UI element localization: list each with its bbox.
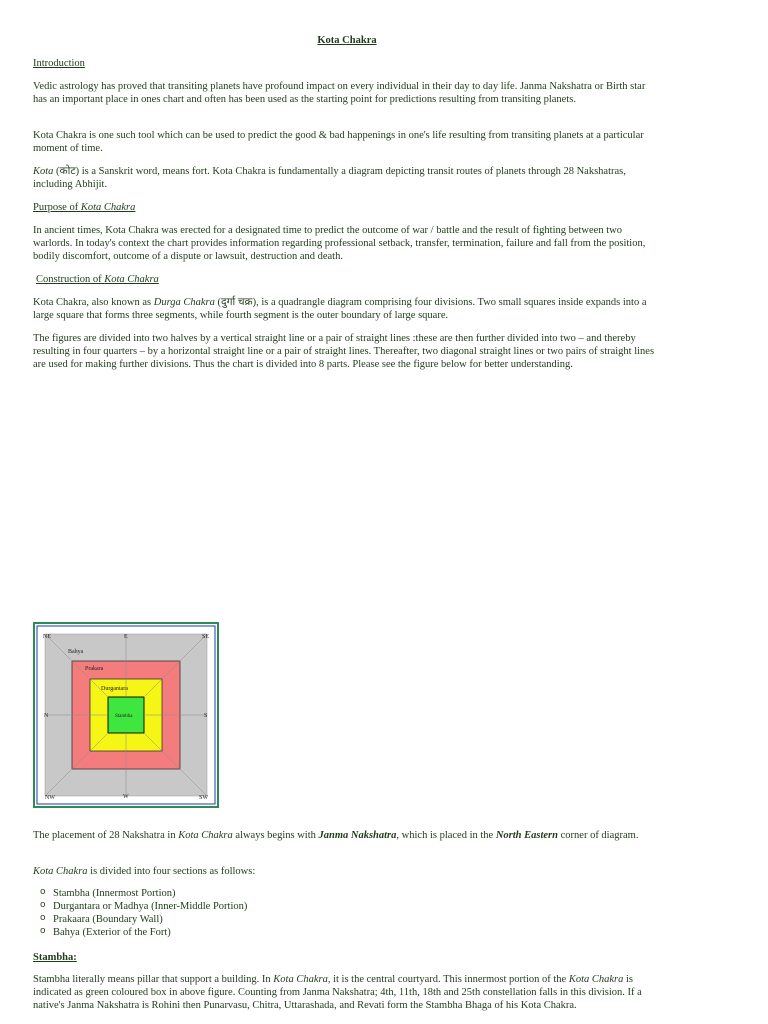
heading-stambha: Stambha: <box>33 952 77 963</box>
label-ne: NE <box>43 634 51 640</box>
kota-term: Kota <box>33 166 54 177</box>
heading-introduction: Introduction <box>33 58 85 69</box>
sections-list <box>33 887 247 939</box>
kota-devanagari: (कोट) <box>56 166 80 177</box>
list-item: o Prakaara (Boundary Wall) <box>53 913 247 926</box>
label-e: E <box>124 634 128 640</box>
list-item: o Bahya (Exterior of the Fort) <box>53 926 247 939</box>
stambha-paragraph: Stambha literally means pillar that support a building. In Kota Chakra, it is the central courtyard. This innermost portion of the Kota Chakra is indicated as green coloured box in above figure. Counting from Janma Nakshatra; 4th, 11th, 18th and 25th constellation falls in this division. If a native's Janma Nakshatra is Rohini then Punarvasu, Chitra, Uttarashada, and Revati form the Stambha Bhaga of his Kota Chakra. <box>33 974 642 1011</box>
intro-paragraph-2: Kota Chakra is one such tool which can be used to predict the good & bad happenings in one's life resulting from transiting planets at a particular moment of time. <box>33 130 644 154</box>
label-nw: NW <box>45 795 55 801</box>
label-prakara: Prakara <box>85 666 104 672</box>
label-w: W <box>123 794 129 800</box>
construction-paragraph-1: Kota Chakra, also known as Durga Chakra (दुर्गा चक्र), is a quadrangle diagram comprising four divisions. Two small squares inside expands into a large square that forms three segments, while fourth segment is the outer boundary of large square. <box>33 297 647 321</box>
intro-paragraph-1: Vedic astrology has proved that transiting planets have profound impact on every individual in their day to day life. Janma Nakshatra or Birth star has an important place in ones chart and often has been used as the starting point for predictions resulting from transiting planets. <box>33 81 646 105</box>
label-n: N <box>44 713 49 719</box>
label-bahya: Bahya <box>68 649 84 655</box>
construction-paragraph-2: The figures are divided into two halves by a vertical straight line or a pair of straight lines :these are then further divided into two – and thereby resulting in four quarters – by a horizontal straight line or a pair of straight lines. Thereafter, two diagonal straight lines or two pairs of straight lines are used for making further divisions. Thus the chart is divided into 8 parts. Please see the figure below for better understanding. <box>33 333 655 370</box>
heading-construction: Construction of Kota Chakra <box>36 274 159 285</box>
intro-paragraph-3: Kota (कोट) is a Sanskrit word, means fort. Kota Chakra is fundamentally a diagram depicting transit routes of planets through 28 Nakshatras, including Abhijit. <box>33 166 626 190</box>
label-s: S <box>204 713 208 719</box>
label-se: SE <box>202 634 210 640</box>
list-item: o Stambha (Innermost Portion) <box>53 887 247 900</box>
purpose-paragraph: In ancient times, Kota Chakra was erected for a designated time to predict the outcome of war / battle and the result of fighting between two warlords. In today's context the chart provides information regarding professional setback, transfer, termination, failure and fall from the position, bodily discomfort, outcome of a dispute or lawsuit, destruction and death. <box>33 225 646 262</box>
placement-paragraph: The placement of 28 Nakshatra in Kota Chakra always begins with Janma Nakshatra, which is placed in the North Eastern corner of diagram. <box>33 830 639 841</box>
label-sw: SW <box>199 795 208 801</box>
sections-intro: Kota Chakra is divided into four sections as follows: <box>33 866 256 877</box>
label-stambha: Stambha <box>115 714 133 719</box>
kota-chakra-diagram <box>33 622 219 808</box>
list-item: o Durgantara or Madhya (Inner-Middle Portion) <box>53 900 247 913</box>
page-title: Kota Chakra <box>317 35 377 46</box>
heading-purpose: Purpose of Kota Chakra <box>33 202 136 213</box>
label-durgantara: Durgantara <box>101 686 128 692</box>
